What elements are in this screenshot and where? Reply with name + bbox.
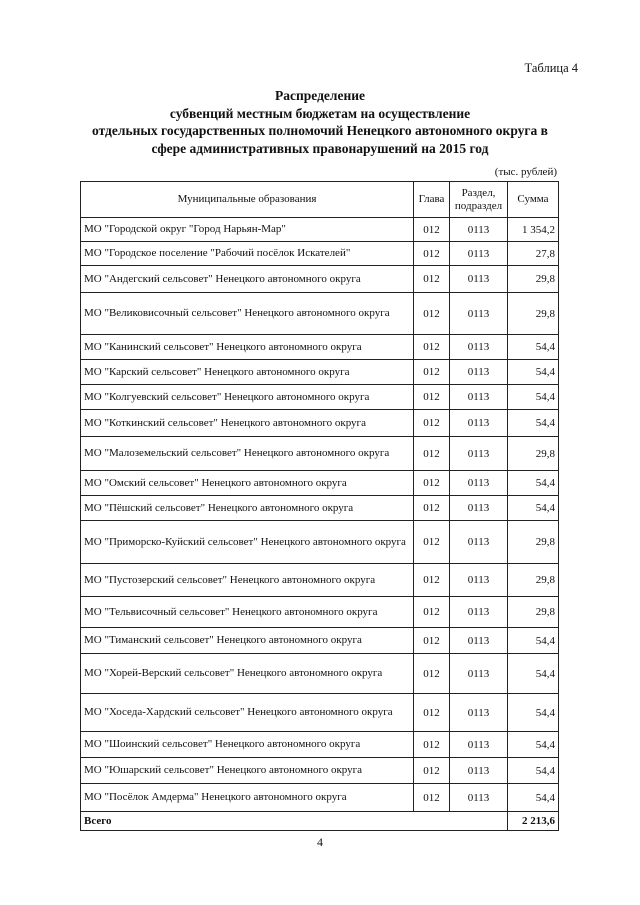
table-body — [81, 218, 559, 812]
section-cell: 0113 — [450, 758, 508, 784]
sum-cell: 29,8 — [508, 437, 559, 471]
municipality-cell: МО "Посёлок Амдерма" Ненецкого автономного округа — [81, 784, 414, 812]
municipality-cell: МО "Тельвисочный сельсовет" Ненецкого автономного округа — [81, 597, 414, 628]
sum-cell: 29,8 — [508, 564, 559, 597]
chapter-cell: 012 — [414, 628, 450, 654]
sum-cell: 29,8 — [508, 266, 559, 293]
section-cell: 0113 — [450, 628, 508, 654]
header-section: Раздел, подраздел — [450, 182, 508, 218]
table-row — [81, 564, 559, 597]
sum-cell: 54,4 — [508, 628, 559, 654]
title-line: сфере административных правонарушений на 2015 год — [151, 140, 489, 156]
table-header-row — [81, 182, 559, 218]
chapter-cell: 012 — [414, 597, 450, 628]
total-label: Всего — [81, 812, 508, 831]
chapter-cell: 012 — [414, 385, 450, 410]
table-number-label: Таблица 4 — [524, 61, 578, 75]
sum-cell: 54,4 — [508, 471, 559, 496]
chapter-cell: 012 — [414, 218, 450, 242]
table-row — [81, 410, 559, 437]
table-row — [81, 628, 559, 654]
document-title — [0, 87, 640, 157]
units-label: (тыс. рублей) — [494, 166, 557, 178]
table-row — [81, 471, 559, 496]
chapter-cell: 012 — [414, 266, 450, 293]
chapter-cell: 012 — [414, 654, 450, 694]
page-number: 4 — [317, 835, 323, 849]
municipality-cell: МО "Карский сельсовет" Ненецкого автономного округа — [81, 360, 414, 385]
municipality-cell: МО "Канинский сельсовет" Ненецкого автономного округа — [81, 335, 414, 360]
section-cell: 0113 — [450, 597, 508, 628]
sum-cell: 54,4 — [508, 496, 559, 521]
section-cell: 0113 — [450, 410, 508, 437]
table-row — [81, 437, 559, 471]
sum-cell: 54,4 — [508, 694, 559, 732]
sum-cell: 29,8 — [508, 293, 559, 335]
chapter-cell: 012 — [414, 242, 450, 266]
section-cell: 0113 — [450, 521, 508, 564]
section-cell: 0113 — [450, 266, 508, 293]
table-row — [81, 694, 559, 732]
municipality-cell: МО "Пустозерский сельсовет" Ненецкого автономного округа — [81, 564, 414, 597]
sum-cell: 54,4 — [508, 758, 559, 784]
table-row — [81, 293, 559, 335]
chapter-cell: 012 — [414, 293, 450, 335]
title-line: субвенций местным бюджетам на осуществление — [169, 105, 471, 121]
chapter-cell: 012 — [414, 437, 450, 471]
section-cell: 0113 — [450, 335, 508, 360]
section-cell: 0113 — [450, 385, 508, 410]
table-row — [81, 335, 559, 360]
municipality-cell: МО "Тиманский сельсовет" Ненецкого автономного округа — [81, 628, 414, 654]
section-cell: 0113 — [450, 218, 508, 242]
municipality-cell: МО "Омский сельсовет" Ненецкого автономного округа — [81, 471, 414, 496]
chapter-cell: 012 — [414, 471, 450, 496]
chapter-cell: 012 — [414, 694, 450, 732]
sum-cell: 54,4 — [508, 335, 559, 360]
municipality-cell: МО "Городское поселение "Рабочий посёлок Искателей" — [81, 242, 414, 266]
header-chapter: Глава — [414, 182, 450, 218]
municipality-cell: МО "Хорей-Верский сельсовет" Ненецкого автономного округа — [81, 654, 414, 694]
section-cell: 0113 — [450, 694, 508, 732]
table-row — [81, 218, 559, 242]
chapter-cell: 012 — [414, 521, 450, 564]
section-cell: 0113 — [450, 471, 508, 496]
sum-cell: 54,4 — [508, 784, 559, 812]
total-sum: 2 213,6 — [508, 812, 559, 831]
section-cell: 0113 — [450, 784, 508, 812]
sum-cell: 54,4 — [508, 410, 559, 437]
sum-cell: 29,8 — [508, 521, 559, 564]
title-line: отдельных государственных полномочий Ненецкого автономного округа в — [92, 123, 548, 138]
table-row — [81, 597, 559, 628]
section-cell: 0113 — [450, 564, 508, 597]
chapter-cell: 012 — [414, 335, 450, 360]
municipality-cell: МО "Шоинский сельсовет" Ненецкого автономного округа — [81, 732, 414, 758]
sum-cell: 1 354,2 — [508, 218, 559, 242]
table-row — [81, 758, 559, 784]
municipality-cell: МО "Колгуевский сельсовет" Ненецкого автономного округа — [81, 385, 414, 410]
municipality-cell: МО "Великовисочный сельсовет" Ненецкого автономного округа — [81, 293, 414, 335]
municipality-cell: МО "Юшарский сельсовет" Ненецкого автономного округа — [81, 758, 414, 784]
section-cell: 0113 — [450, 496, 508, 521]
header-sum: Сумма — [508, 182, 559, 218]
table-row — [81, 784, 559, 812]
chapter-cell: 012 — [414, 360, 450, 385]
chapter-cell: 012 — [414, 784, 450, 812]
sum-cell: 29,8 — [508, 597, 559, 628]
chapter-cell: 012 — [414, 410, 450, 437]
municipality-cell: МО "Городской округ "Город Нарьян-Мар" — [81, 218, 414, 242]
table-row — [81, 521, 559, 564]
section-cell: 0113 — [450, 293, 508, 335]
municipality-cell: МО "Хоседа-Хардский сельсовет" Ненецкого автономного округа — [81, 694, 414, 732]
municipality-cell: МО "Малоземельский сельсовет" Ненецкого автономного округа — [81, 437, 414, 471]
table-row — [81, 496, 559, 521]
chapter-cell: 012 — [414, 758, 450, 784]
section-cell: 0113 — [450, 242, 508, 266]
title-line: Распределение — [274, 88, 366, 103]
section-cell: 0113 — [450, 732, 508, 758]
header-municipality: Муниципальные образования — [81, 182, 414, 218]
chapter-cell: 012 — [414, 732, 450, 758]
section-cell: 0113 — [450, 437, 508, 471]
municipality-cell: МО "Андегский сельсовет" Ненецкого автономного округа — [81, 266, 414, 293]
table-row — [81, 654, 559, 694]
total-row — [81, 812, 559, 831]
table-row — [81, 732, 559, 758]
chapter-cell: 012 — [414, 496, 450, 521]
sum-cell: 54,4 — [508, 732, 559, 758]
table-row — [81, 266, 559, 293]
subsidy-table — [80, 181, 559, 831]
sum-cell: 54,4 — [508, 385, 559, 410]
municipality-cell: МО "Приморско-Куйский сельсовет" Ненецкого автономного округа — [81, 521, 414, 564]
municipality-cell: МО "Пёшский сельсовет" Ненецкого автономного округа — [81, 496, 414, 521]
sum-cell: 27,8 — [508, 242, 559, 266]
sum-cell: 54,4 — [508, 654, 559, 694]
chapter-cell: 012 — [414, 564, 450, 597]
municipality-cell: МО "Коткинский сельсовет" Ненецкого автономного округа — [81, 410, 414, 437]
table-row — [81, 360, 559, 385]
section-cell: 0113 — [450, 654, 508, 694]
table-row — [81, 385, 559, 410]
sum-cell: 54,4 — [508, 360, 559, 385]
table-row — [81, 242, 559, 266]
section-cell: 0113 — [450, 360, 508, 385]
